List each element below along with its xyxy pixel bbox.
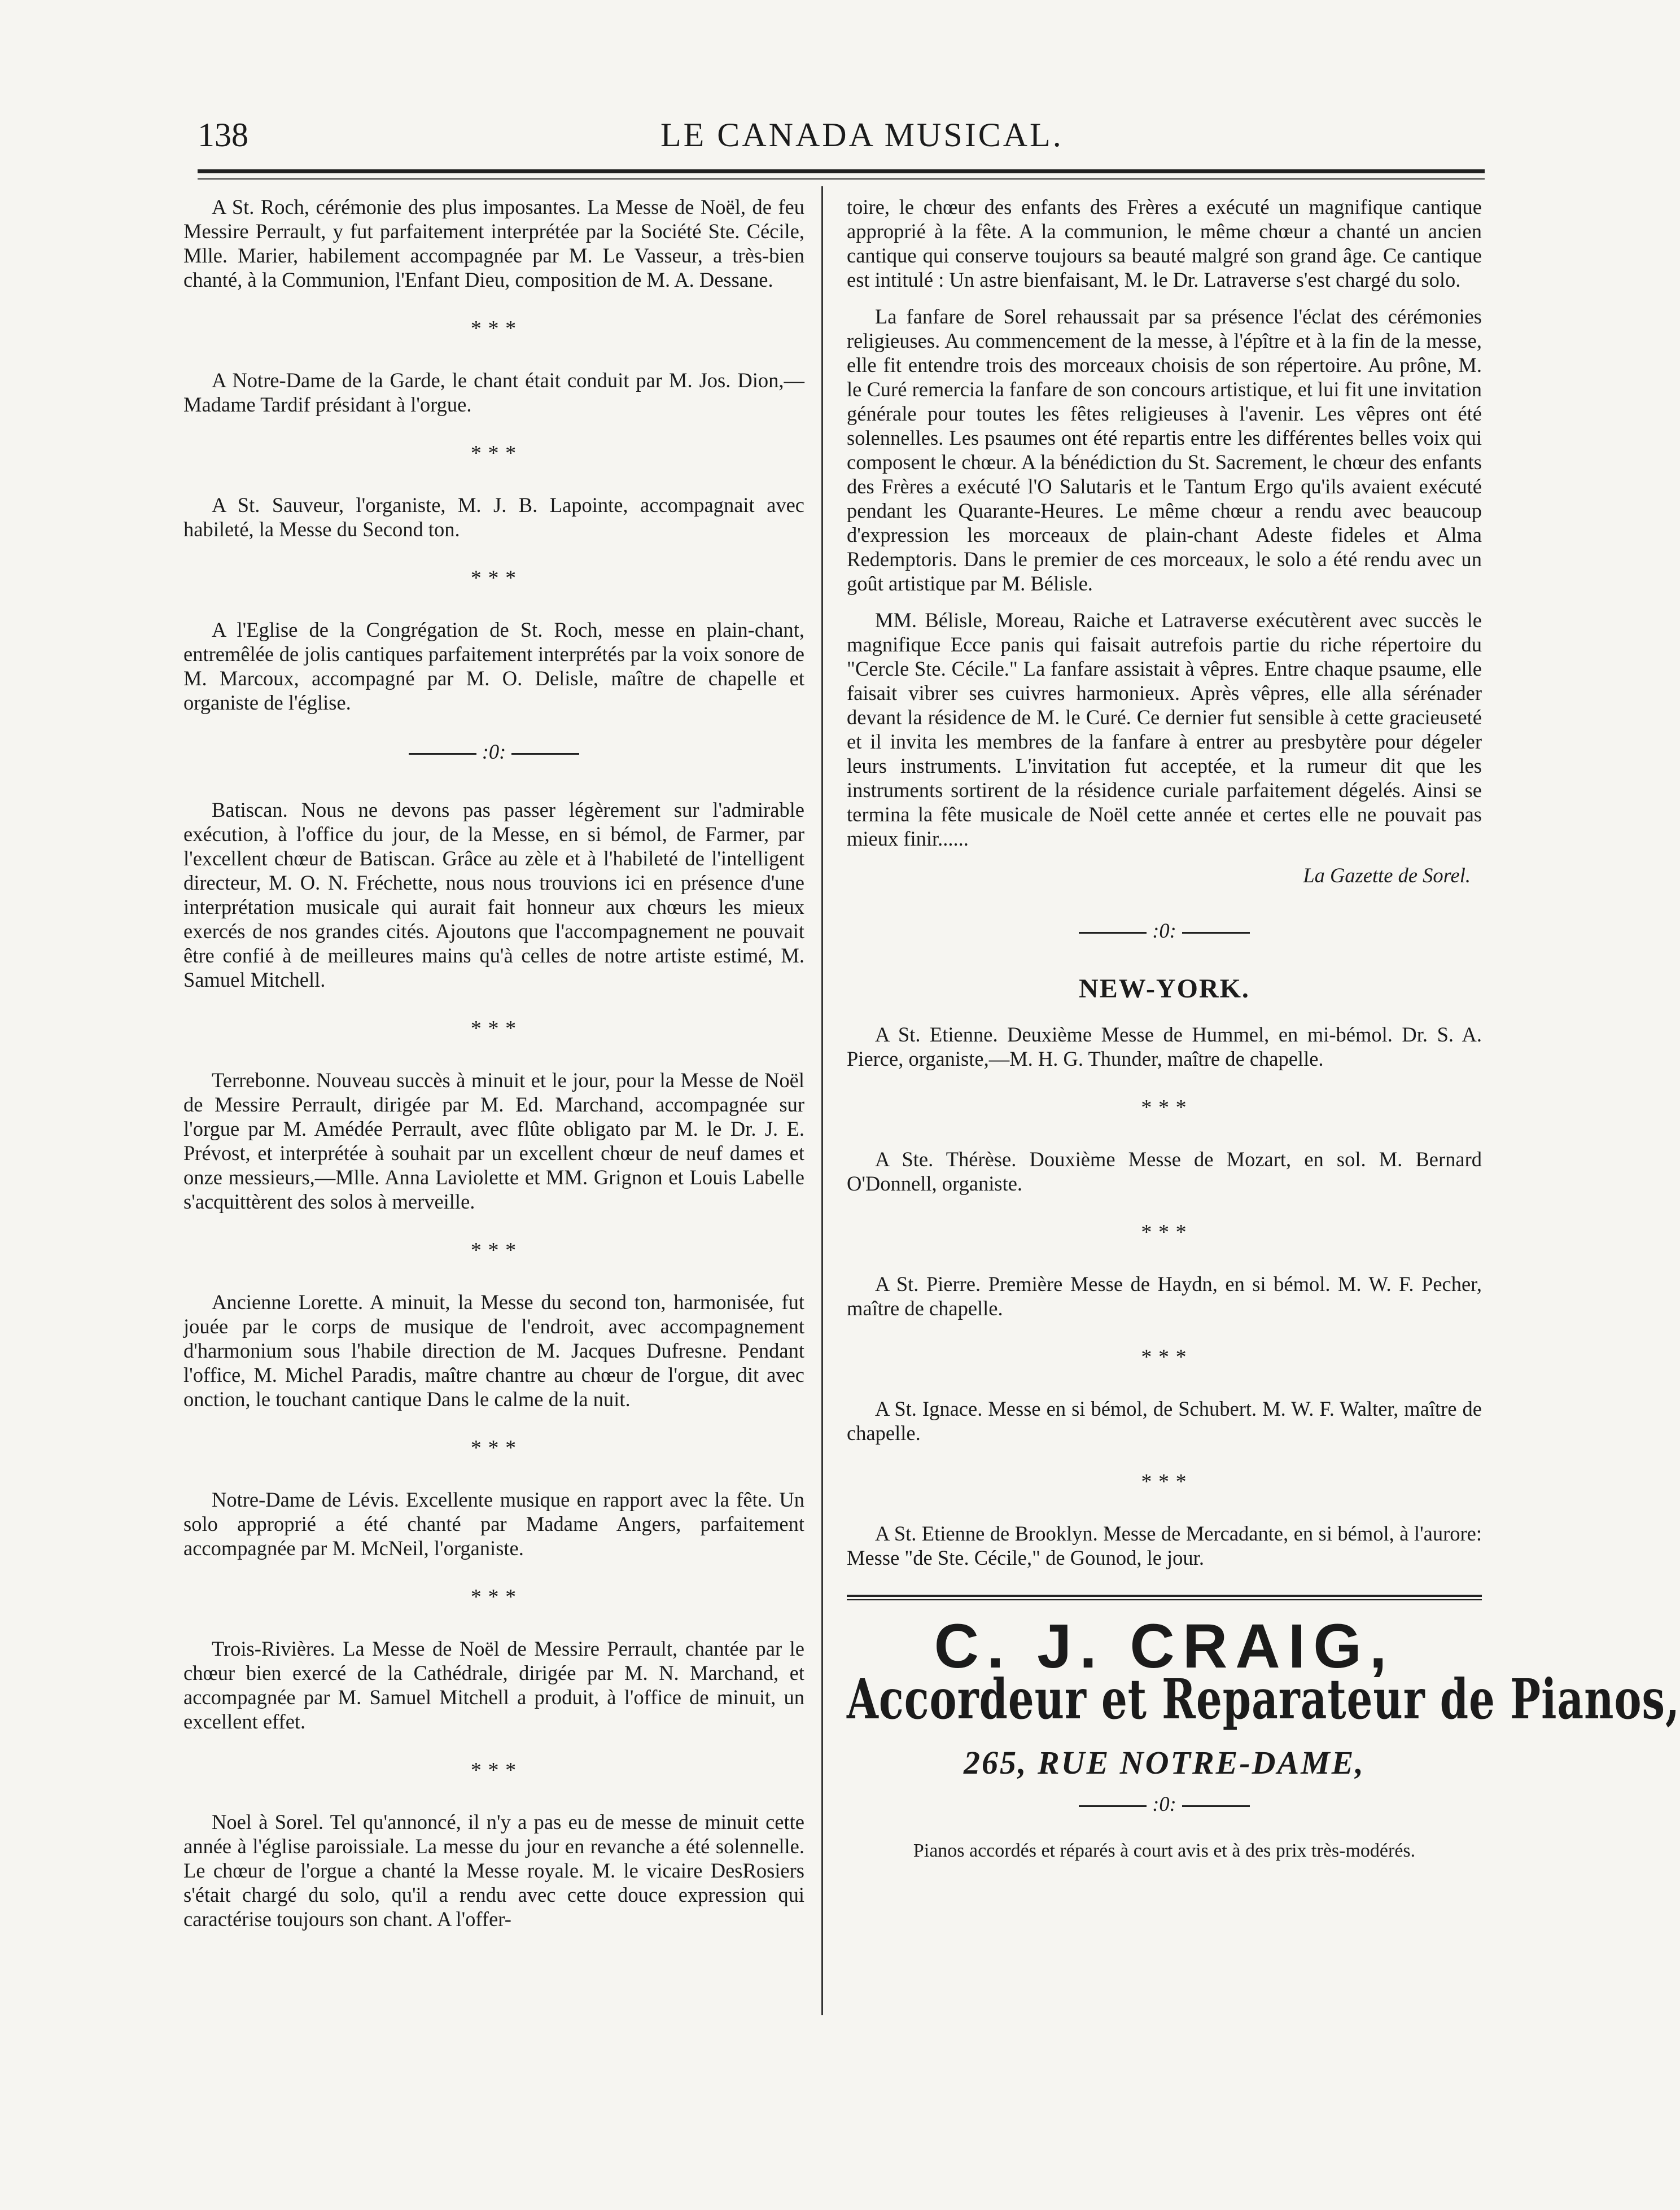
article-sorel-fanfare: La fanfare de Sorel rehaussait par sa présence l'éclat des cérémonies religieuses. Au commencement de la messe, à l'épître et à la fin de la messe, elle fit entendre trois des morceaux choisis de son répertoire. Au prône, M. le Curé remercia la fanfare de son concours artistique, et lui fit une invitation générale pour toutes les fêtes religieuses à l'avenir. Les vêpres ont été solennelles. Les psaumes ont été repartis entre les différentes belles voix qui composent le chœur. A la bénédiction du St. Sacrement, le chœur des enfants des Frères a exécuté l'O Salutaris et le Tantum Ergo qu'ils avaient exécuté pendant les Quarante-Heures. Le même chœur a rendu avec beaucoup d'expression les morceaux de plain-chant Adeste fideles et Alma Redemptoris. Dans le premier de ces morceaux, le solo a été rendu avec un goût artistique par M. Bélisle. — [847, 305, 1482, 595]
stars-divider: * * * — [470, 1758, 518, 1782]
ad-rule-thin — [847, 1599, 1482, 1600]
stars-divider: * * * — [1141, 1345, 1188, 1369]
article-ny-st-ignace: A St. Ignace. Messe en si bémol, de Schubert. M. W. F. Walter, maître de chapelle. — [847, 1397, 1482, 1445]
article-ancienne-lorette: Ancienne Lorette. A minuit, la Messe du second ton, harmonisée, fut jouée par le corps de musique de l'endroit, avec accompagnement d'harmonium sous l'habile direction de M. Jacques Dufresne. Pendant l'office, M. Michel Paradis, maître chantre au chœur de l'orgue, dit avec onction, le touchant cantique Dans le calme de la nuit. — [183, 1290, 804, 1411]
ad-rule-thick — [847, 1595, 1482, 1597]
ad-trade-line: Accordeur et Reparateur de Pianos, — [847, 1666, 1680, 1731]
stars-divider: * * * — [1141, 1470, 1188, 1494]
section-heading-new-york: NEW-YORK. — [1079, 974, 1250, 1004]
stars-divider: * * * — [470, 317, 518, 340]
article-ny-st-etienne: A St. Etienne. Deuxième Messe de Hummel, en mi-bémol. Dr. S. A. Pierce, organiste,—M. H. G. Thunder, maître de chapelle. — [847, 1023, 1482, 1070]
separator-line — [1079, 1805, 1147, 1807]
stars-divider: * * * — [1141, 1220, 1188, 1244]
separator-mark: :0: — [482, 740, 506, 763]
article-batiscan: Batiscan. Nous ne devons pas passer légèrement sur l'admirable exécution, à l'office du jour, de la Messe, en si bémol, de Farmer, par l'excellent chœur de Batiscan. Grâce au zèle et à l'habileté de l'intelligent directeur, M. O. N. Fréchette, nous nous trouvions ici en présence d'une interprétation musicale qui aurait fait honneur aux chœurs les mieux exercés de nos grandes cités. Ajoutons que l'accompagnement ne pouvait être confié à de meilleures mains qu'à celles de notre artiste estimé, M. Samuel Mitchell. — [183, 798, 804, 991]
separator-line — [1182, 932, 1250, 934]
stars-divider: * * * — [470, 566, 518, 590]
ad-address: 265, RUE NOTRE-DAME, — [964, 1744, 1365, 1781]
article-noel-sorel: Noel à Sorel. Tel qu'annoncé, il n'y a pas eu de messe de minuit cette année à l'église paroissiale. La messe du jour en revanche a été solennelle. Le chœur de l'orgue a chanté la Messe royale. M. le vicaire DesRosiers s'était chargé du solo, qu'il a rendu avec cette douce expression qui caractérise toujours son chant. A l'offer- — [183, 1810, 804, 1931]
article-sorel-continued: toire, le chœur des enfants des Frères a exécuté un magnifique cantique approprié à la fête. A la communion, le même chœur a chanté un ancien cantique qui conserve toujours sa beauté malgré son grand âge. Ce cantique est intitulé : Un astre bienfaisant, M. le Dr. Latraverse s'est chargé du solo. — [847, 195, 1482, 291]
column-divider — [821, 186, 823, 2015]
article-ny-brooklyn: A St. Etienne de Brooklyn. Messe de Mercadante, en si bémol, à l'aurore: Messe "de Ste. Cécile," de Gounod, le jour. — [847, 1522, 1482, 1569]
ad-business-name: C. J. CRAIG, — [934, 1612, 1395, 1681]
article-ny-ste-therese: A Ste. Thérèse. Douxième Messe de Mozart, en sol. M. Bernard O'Donnell, organiste. — [847, 1148, 1482, 1195]
stars-divider: * * * — [1141, 1096, 1188, 1119]
article-trois-rivieres: Trois-Rivières. La Messe de Noël de Messire Perrault, chantée par le chœur bien exercé de la Cathédrale, dirigée par M. N. Marchand, et accompagnée par M. Samuel Mitchell a produit, à l'office de minuit, un excellent effet. — [183, 1637, 804, 1733]
article-sorel-vepres: MM. Bélisle, Moreau, Raiche et Latraverse exécutèrent avec succès le magnifique Ecce panis qui faisait autrefois partie du riche répertoire du "Cercle Ste. Cécile." La fanfare assistait à vêpres. Entre chaque psaume, elle faisait vibrer ses cuivres harmonieux. Après vêpres, elle alla sérénader devant la résidence de M. le Curé. Ce dernier fut sensible à cette gracieuseté et il invita les membres de la fanfare à entrer au presbytère pour dégeler leurs instruments. L'invitation fut acceptée, et la rumeur dit que les instruments sortirent de la résidence curiale parfaitement dégelés. Ainsi se termina la fête musicale de Noël cette année et certes elle ne pouvait pas mieux finir...... — [847, 609, 1482, 850]
left-column — [183, 195, 804, 1956]
separator-line — [1079, 932, 1147, 934]
section-separator — [183, 739, 804, 764]
separator-line — [511, 753, 579, 755]
advertisement — [847, 1595, 1680, 1863]
stars-divider: * * * — [470, 1436, 518, 1460]
ad-separator — [847, 1792, 1482, 1816]
separator-line — [1182, 1805, 1250, 1807]
source-signature: La Gazette de Sorel. — [1303, 864, 1471, 887]
running-title: LE CANADA MUSICAL. — [660, 116, 1064, 154]
section-separator — [847, 918, 1482, 943]
article-notre-dame-garde: A Notre-Dame de la Garde, le chant était conduit par M. Jos. Dion,—Madame Tardif présidant à l'orgue. — [183, 369, 804, 416]
article-st-roch: A St. Roch, cérémonie des plus imposantes. La Messe de Noël, de feu Messire Perrault, y fut parfaitement interprétée par la Société Ste. Cécile, Mlle. Marier, habilement accompagnée par M. Le Vasseur, a très-bien chanté, à la Communion, l'Enfant Dieu, composition de M. A. Dessane. — [183, 195, 804, 291]
article-ny-st-pierre: A St. Pierre. Première Messe de Haydn, en si bémol. M. W. F. Pecher, maître de chapelle. — [847, 1272, 1482, 1320]
article-notre-dame-levis: Notre-Dame de Lévis. Excellente musique en rapport avec la fête. Un solo approprié a été chanté par Madame Angers, parfaitement accompagnée par M. McNeil, l'organiste. — [183, 1488, 804, 1560]
separator-mark: :0: — [1152, 919, 1176, 942]
header-rule-thick — [198, 169, 1485, 173]
article-congregation-st-roch: A l'Eglise de la Congrégation de St. Roch, messe en plain-chant, entremêlée de jolis cantiques parfaitement interprétés par la voix sonore de M. Marcoux, accompagné par M. O. Delisle, maître de chapelle et organiste de l'église. — [183, 618, 804, 714]
stars-divider: * * * — [470, 441, 518, 465]
article-st-sauveur: A St. Sauveur, l'organiste, M. J. B. Lapointe, accompagnait avec habileté, la Messe du Second ton. — [183, 493, 804, 541]
page-number: 138 — [198, 116, 248, 154]
ad-footer: Pianos accordés et réparés à court avis et à des prix très-modérés. — [913, 1840, 1416, 1861]
stars-divider: * * * — [470, 1585, 518, 1609]
stars-divider: * * * — [470, 1239, 518, 1262]
header-rule-thin — [198, 178, 1485, 180]
separator-line — [409, 753, 476, 755]
article-terrebonne: Terrebonne. Nouveau succès à minuit et le jour, pour la Messe de Noël de Messire Perrault, dirigée par M. Ed. Marchand, accompagnée sur l'orgue par M. Amédée Perrault, avec flûte obligato par M. le Dr. J. E. Prévost, et interprétée à souhait par un excellent chœur de neuf dames et onze messieurs,—Mlle. Anna Laviolette et MM. Grignon et Louis Labelle s'acquittèrent des solos à merveille. — [183, 1069, 804, 1213]
separator-mark: :0: — [1152, 1792, 1176, 1815]
stars-divider: * * * — [470, 1017, 518, 1040]
right-column — [847, 195, 1680, 1863]
